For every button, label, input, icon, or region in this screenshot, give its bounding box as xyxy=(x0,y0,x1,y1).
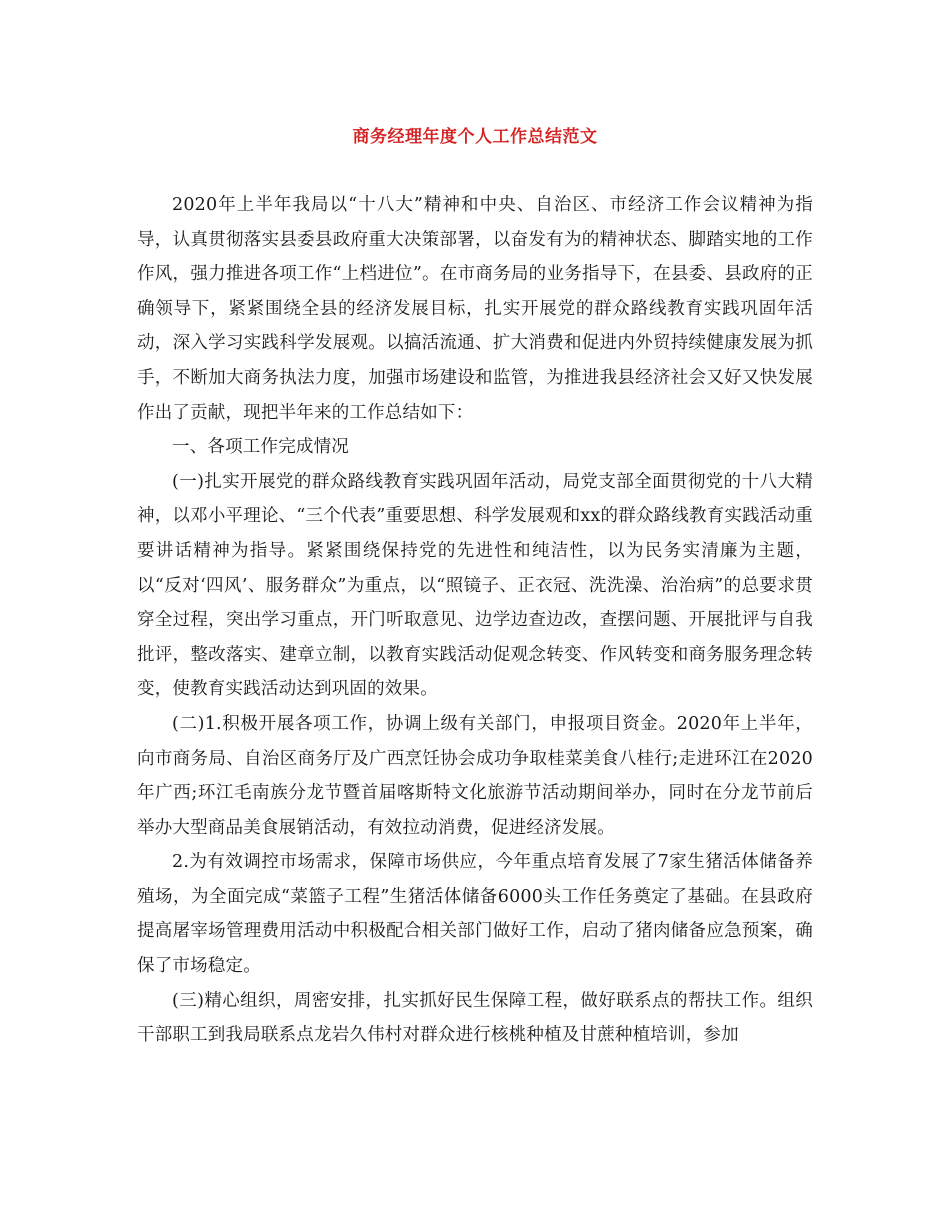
paragraph-section-3: (三)精心组织，周密安排，扎实抓好民生保障工程，做好联系点的帮扶工作。组织干部职工到我局联系点龙岩久伟村对群众进行核桃种植及甘蔗种植培训，参加 xyxy=(137,990,813,1046)
section-heading: 一、各项工作完成情况 xyxy=(172,437,349,458)
paragraph-section-1: (一)扎实开展党的群众路线教育实践巩固年活动，局党支部全面贯彻党的十八大精神，以邓小平理论、“三个代表”重要思想、科学发展观和xx的群众路线教育实践活动重要讲话精神为指导。紧紧围绕保持党的先进性和纯洁性，以为民务实清廉为主题，以“反对‘四风’、服务群众”为重点，以“照镜子、正衣冠、洗洗澡、治治病”的总要求贯穿全过程，突出学习重点，开门听取意见、边学边查边改，查摆问题、开展批评与自我批评，整改落实、建章立制，以教育实践活动促观念转变、作风转变和商务服务理念转变，使教育实践活动达到巩固的效果。 xyxy=(137,471,813,700)
paragraph-intro: 2020年上半年我局以“十八大”精神和中央、自治区、市经济工作会议精神为指导，认真贯彻落实县委县政府重大决策部署，以奋发有为的精神状态、脚踏实地的工作作风，强力推进各项工作“上档进位”。在市商务局的业务指导下，在县委、县政府的正确领导下，紧紧围绕全县的经济发展目标，扎实开展党的群众路线教育实践巩固年活动，深入学习实践科学发展观。以搞活流通、扩大消费和促进内外贸持续健康发展为抓手，不断加大商务执法力度，加强市场建设和监管，为推进我县经济社会又好又快发展作出了贡献，现把半年来的工作总结如下： xyxy=(137,195,813,423)
paragraph-section-2-item-2: 2.为有效调控市场需求，保障市场供应，今年重点培育发展了7家生猪活体储备养殖场，为全面完成“菜篮子工程”生猪活体储备6000头工作任务奠定了基础。在县政府提高屠宰场管理费用活动中积极配合相关部门做好工作，启动了猪肉储备应急预案，确保了市场稳定。 xyxy=(137,852,813,977)
document-body xyxy=(137,188,813,1053)
paragraph-section-2-item-1: (二)1.积极开展各项工作，协调上级有关部门，申报项目资金。2020年上半年，向市商务局、自治区商务厅及广西烹饪协会成功争取桂菜美食八桂行;走进环江在2020年广西;环江毛南族分龙节暨首届喀斯特文化旅游节活动期间举办，同时在分龙节前后举办大型商品美食展销活动，有效拉动消费，促进经济发展。 xyxy=(137,713,813,838)
document-title: 商务经理年度个人工作总结范文 xyxy=(352,127,598,147)
